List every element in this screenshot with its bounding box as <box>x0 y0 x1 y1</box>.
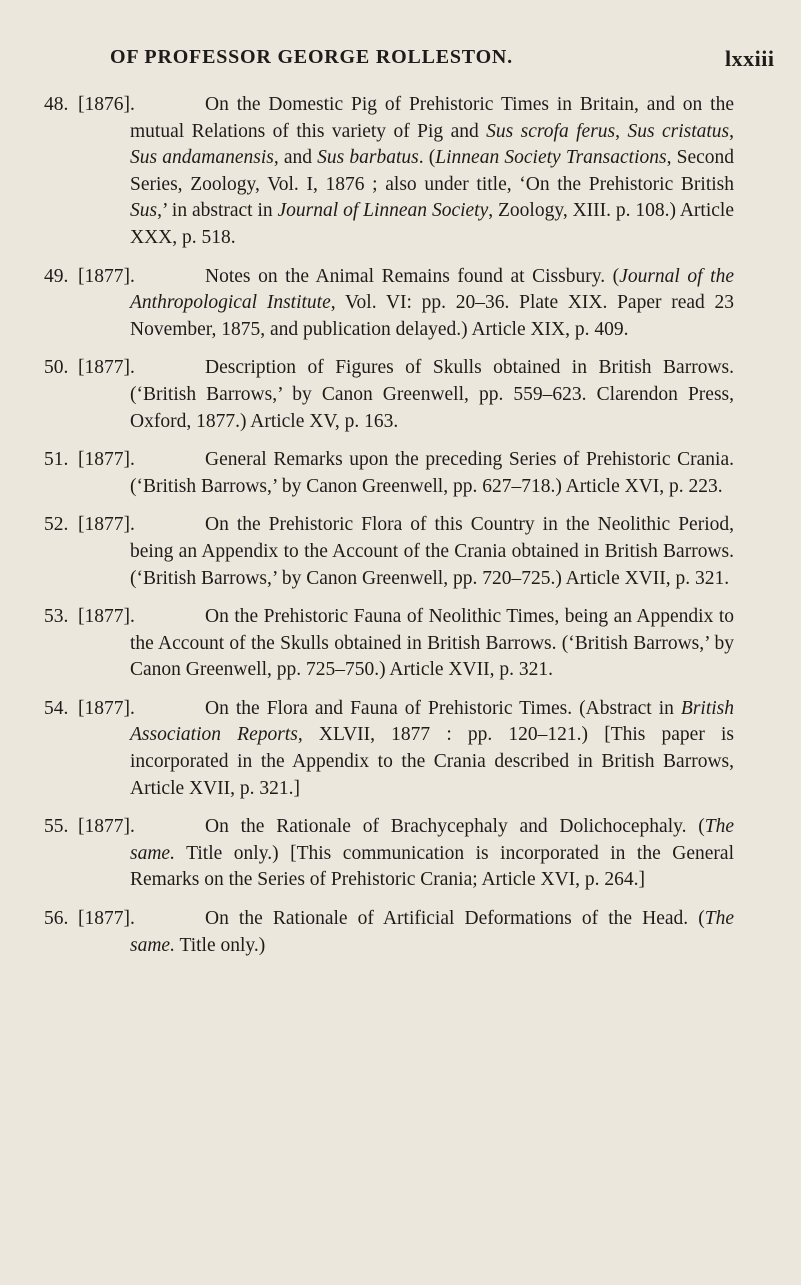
entry-text: On the Flora and Fauna of Prehistoric Times. (Abstract in British Association Reports, XLVII, 1877 : pp. 120–121.) [This paper is incorporated in the Appendix to the Crania described in British Barrows, Article XVII, p. 321.] <box>130 697 734 799</box>
entry-number: 50. <box>44 357 69 379</box>
entry-text: On the Prehistoric Flora of this Country in the Neolithic Period, being an Appendix to the Account of the Crania obtained in British Barrows. (‘British Barrows,’ by Canon Greenwell, pp. 720–725.) Article XVII, p. 321. <box>130 514 734 589</box>
entry-number: 52. <box>44 514 69 536</box>
entry-text: On the Rationale of Artificial Deformations of the Head. (The same. Title only.) <box>130 908 734 956</box>
entry-text: On the Rationale of Brachycephaly and Dolichocephaly. (The same. Title only.) [This communication is incorporated in the General Remarks on the Series of Prehistoric Crania; Article XVI, p. 264.] <box>130 816 734 891</box>
entry-number: 55. <box>44 816 69 838</box>
bibliography-entry <box>44 447 734 500</box>
bibliography-entry <box>44 92 734 252</box>
page-number: lxxiii <box>725 46 775 71</box>
bibliography-entry <box>44 604 734 684</box>
entry-year: [1877]. <box>78 816 135 838</box>
bibliography-entry <box>44 264 734 344</box>
entry-number: 54. <box>44 697 69 719</box>
entry-text: On the Prehistoric Fauna of Neolithic Times, being an Appendix to the Account of the Skulls obtained in British Barrows. (‘British Barrows,’ by Canon Greenwell, pp. 725–750.) Article XVII, p. 321. <box>130 606 734 681</box>
running-title: OF PROFESSOR GEORGE ROLLESTON. <box>110 46 513 68</box>
entry-year: [1876]. <box>78 94 135 115</box>
bibliography-entry <box>44 512 734 592</box>
bibliography-entry <box>44 696 734 802</box>
entry-number: 49. <box>44 265 69 287</box>
entry-year: [1877]. <box>78 908 135 930</box>
entry-text: Description of Figures of Skulls obtained in British Barrows. (‘British Barrows,’ by Canon Greenwell, pp. 559–623. Clarendon Press, Oxford, 1877.) Article XV, p. 163. <box>130 357 734 432</box>
entry-number: 53. <box>44 606 69 628</box>
entry-year: [1877]. <box>78 514 135 536</box>
page-header <box>0 46 801 76</box>
entry-year: [1877]. <box>78 449 135 471</box>
entry-year: [1877]. <box>78 357 135 379</box>
bibliography-entry <box>44 906 734 959</box>
bibliography-entry <box>44 814 734 894</box>
entry-text: Notes on the Animal Remains found at Cissbury. (Journal of the Anthropological Institute, Vol. VI: pp. 20–36. Plate XIX. Paper read 23 November, 1875, and publication delayed.) Article XIX, p. 409. <box>130 265 734 340</box>
entry-year: [1877]. <box>78 697 135 719</box>
entry-text: On the Domestic Pig of Prehistoric Times in Britain, and on the mutual Relations of this variety of Pig and Sus scrofa ferus, Sus cristatus, Sus andamanensis, and Sus barbatus. (Linnean Society Transactions, Second Series, Zoology, Vol. I, 1876 ; also under title, ‘On the Prehistoric British Sus,’ in abstract in Journal of Linnean Society, Zoology, XIII. p. 108.) Article XXX, p. 518. <box>130 94 735 248</box>
entry-year: [1877]. <box>78 606 135 628</box>
entry-text: General Remarks upon the preceding Series of Prehistoric Crania. (‘British Barrows,’ by Canon Greenwell, pp. 627–718.) Article XVI, p. 223. <box>130 449 734 497</box>
bibliography-list <box>0 92 801 959</box>
entry-number: 56. <box>44 908 69 930</box>
entry-number: 48. <box>44 94 69 115</box>
bibliography-entry <box>44 355 734 435</box>
entry-year: [1877]. <box>78 265 135 287</box>
entry-number: 51. <box>44 449 69 471</box>
